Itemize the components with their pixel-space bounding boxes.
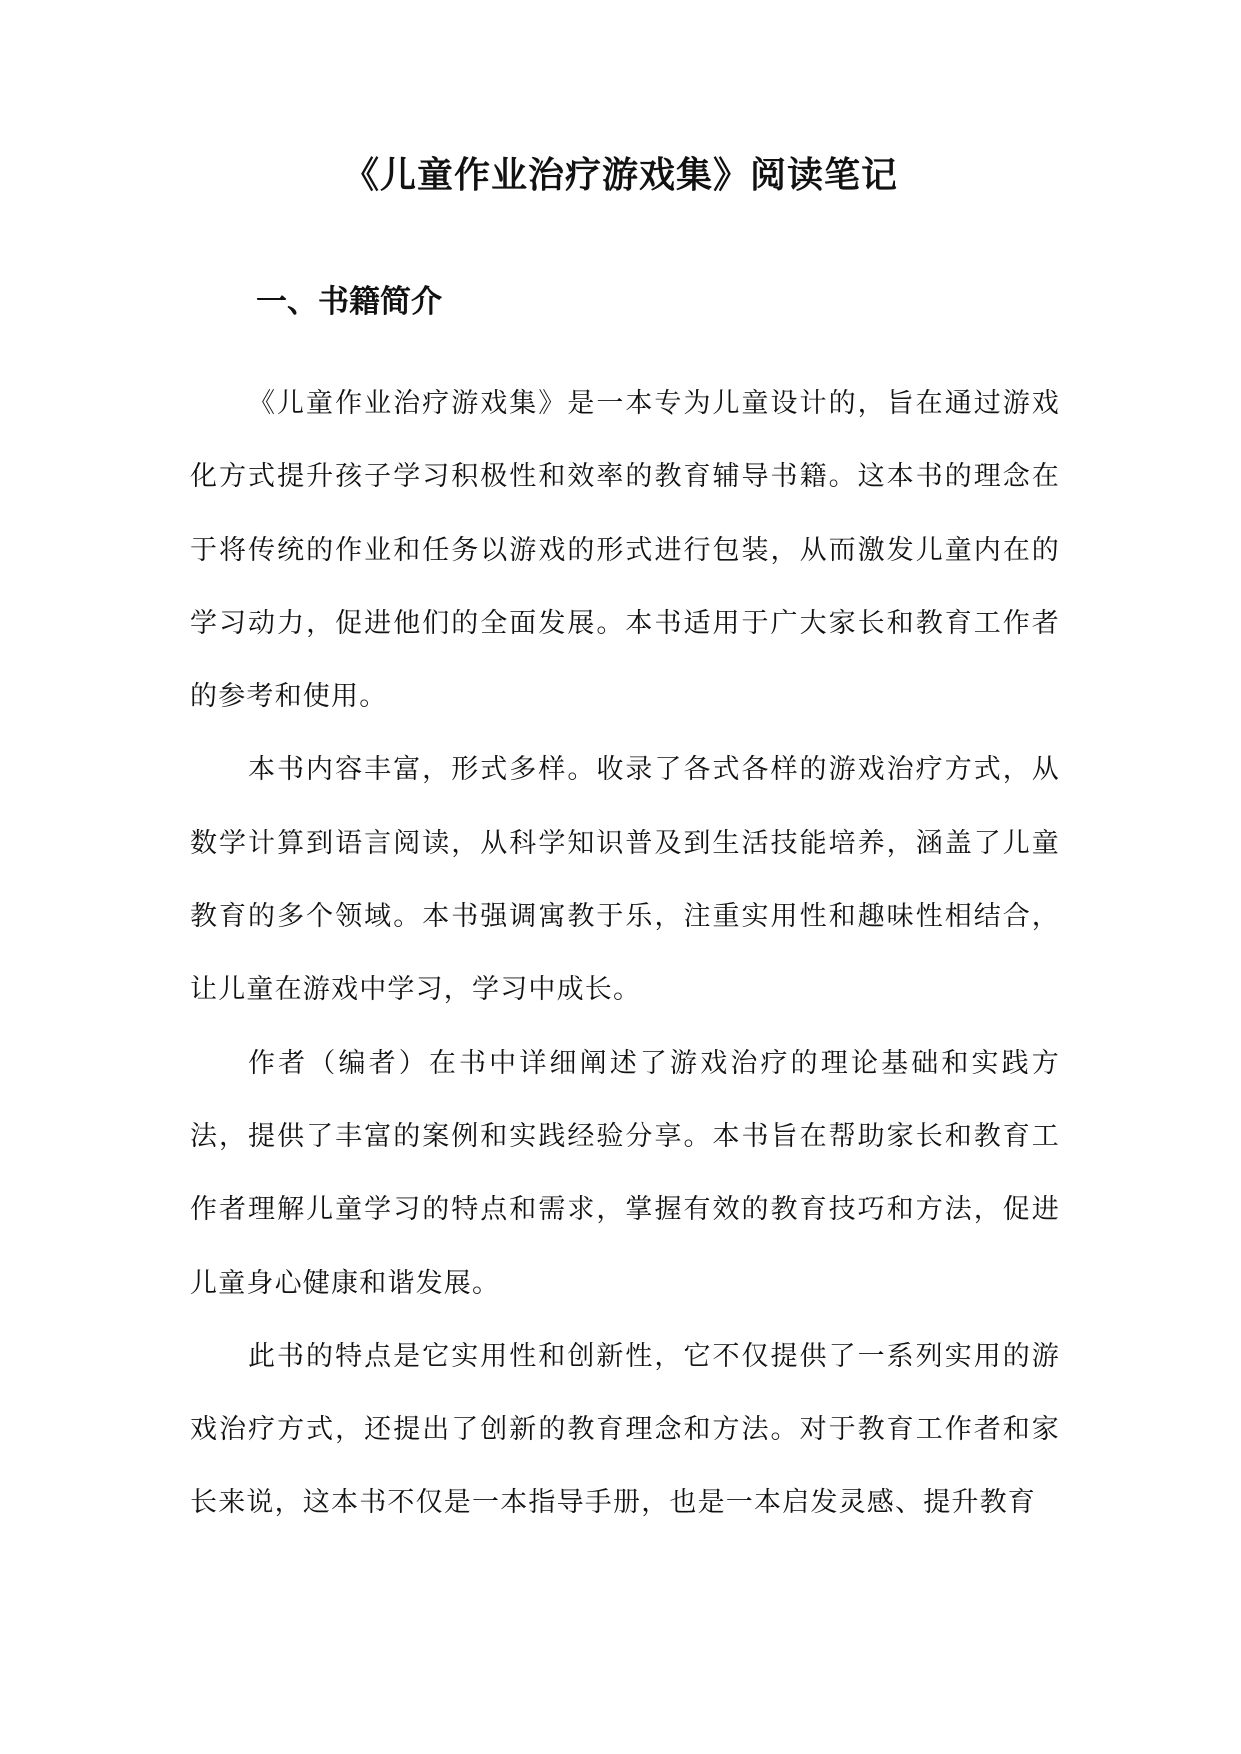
paragraph: 《儿童作业治疗游戏集》是一本专为儿童设计的，旨在通过游戏化方式提升孩子学习积极性和效率的教育辅导书籍。这本书的理念在于将传统的作业和任务以游戏的形式进行包装，从而激发儿童内在的学习动力，促进他们的全面发展。本书适用于广大家长和教育工作者的参考和使用。 (190, 388, 1060, 713)
document-title: 《儿童作业治疗游戏集》阅读笔记 (342, 155, 898, 196)
paragraph: 作者（编者）在书中详细阐述了游戏治疗的理论基础和实践方法，提供了丰富的案例和实践经验分享。本书旨在帮助家长和教育工作者理解儿童学习的特点和需求，掌握有效的教育技巧和方法，促进儿童身心健康和谐发展。 (190, 1047, 1060, 1299)
paragraph: 此书的特点是它实用性和创新性，它不仅提供了一系列实用的游戏治疗方式，还提出了创新的教育理念和方法。对于教育工作者和家长来说，这本书不仅是一本指导手册，也是一本启发灵感、提升教育 (190, 1340, 1060, 1519)
paragraph: 本书内容丰富，形式多样。收录了各式各样的游戏治疗方式，从数学计算到语言阅读，从科学知识普及到生活技能培养，涵盖了儿童教育的多个领域。本书强调寓教于乐，注重实用性和趣味性相结合，让儿童在游戏中学习，学习中成长。 (190, 754, 1060, 1006)
section-heading: 一、书籍简介 (256, 284, 442, 320)
section-body (190, 367, 1060, 1540)
